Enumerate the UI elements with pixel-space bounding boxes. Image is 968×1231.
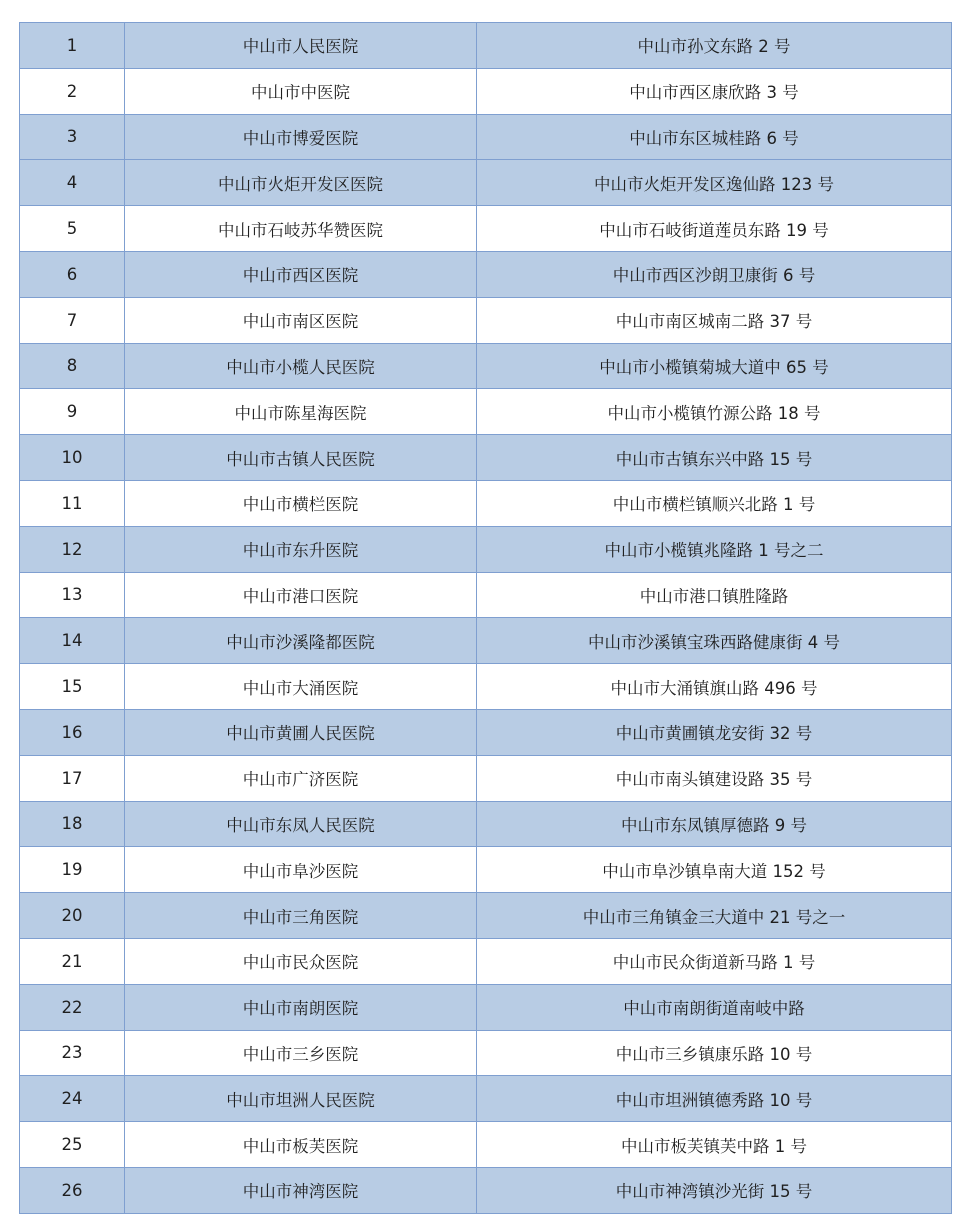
hospital-name-cell: 中山市中医院 (125, 68, 477, 114)
row-number-cell: 8 (20, 343, 125, 389)
table-row (20, 251, 952, 297)
hospital-name-cell: 中山市南朗医院 (125, 984, 477, 1030)
hospital-address-cell: 中山市小榄镇兆隆路 1 号之二 (477, 526, 952, 572)
table-row (20, 664, 952, 710)
hospital-address-cell: 中山市黄圃镇龙安街 32 号 (477, 709, 952, 755)
hospital-address-cell: 中山市大涌镇旗山路 496 号 (477, 664, 952, 710)
hospital-name-cell: 中山市博爱医院 (125, 114, 477, 160)
hospital-name-cell: 中山市广济医院 (125, 755, 477, 801)
hospital-name-cell: 中山市港口医院 (125, 572, 477, 618)
hospital-address-cell: 中山市港口镇胜隆路 (477, 572, 952, 618)
hospital-address-cell: 中山市古镇东兴中路 15 号 (477, 435, 952, 481)
hospital-name-cell: 中山市坦洲人民医院 (125, 1076, 477, 1122)
table-row (20, 23, 952, 69)
hospital-name-cell: 中山市火炬开发区医院 (125, 160, 477, 206)
row-number-cell: 11 (20, 480, 125, 526)
table-row (20, 480, 952, 526)
table-row (20, 206, 952, 252)
hospital-name-cell: 中山市东升医院 (125, 526, 477, 572)
row-number-cell: 19 (20, 847, 125, 893)
hospital-name-cell: 中山市三角医院 (125, 893, 477, 939)
row-number-cell: 10 (20, 435, 125, 481)
row-number-cell: 18 (20, 801, 125, 847)
row-number-cell: 5 (20, 206, 125, 252)
row-number-cell: 9 (20, 389, 125, 435)
row-number-cell: 23 (20, 1030, 125, 1076)
table-row (20, 435, 952, 481)
hospital-address-cell: 中山市西区康欣路 3 号 (477, 68, 952, 114)
hospital-name-cell: 中山市西区医院 (125, 251, 477, 297)
hospital-table (19, 22, 952, 1214)
table-row (20, 297, 952, 343)
hospital-name-cell: 中山市板芙医院 (125, 1122, 477, 1168)
row-number-cell: 24 (20, 1076, 125, 1122)
hospital-address-cell: 中山市坦洲镇德秀路 10 号 (477, 1076, 952, 1122)
table-row (20, 160, 952, 206)
hospital-address-cell: 中山市三乡镇康乐路 10 号 (477, 1030, 952, 1076)
row-number-cell: 1 (20, 23, 125, 69)
hospital-name-cell: 中山市阜沙医院 (125, 847, 477, 893)
hospital-name-cell: 中山市古镇人民医院 (125, 435, 477, 481)
row-number-cell: 7 (20, 297, 125, 343)
hospital-name-cell: 中山市横栏医院 (125, 480, 477, 526)
table-row (20, 709, 952, 755)
row-number-cell: 13 (20, 572, 125, 618)
table-row (20, 938, 952, 984)
table-row (20, 1167, 952, 1213)
row-number-cell: 20 (20, 893, 125, 939)
row-number-cell: 2 (20, 68, 125, 114)
table-row (20, 893, 952, 939)
hospital-table-container (19, 22, 951, 1214)
row-number-cell: 21 (20, 938, 125, 984)
hospital-name-cell: 中山市民众医院 (125, 938, 477, 984)
row-number-cell: 12 (20, 526, 125, 572)
hospital-name-cell: 中山市人民医院 (125, 23, 477, 69)
table-row (20, 1122, 952, 1168)
hospital-address-cell: 中山市板芙镇芙中路 1 号 (477, 1122, 952, 1168)
table-row (20, 984, 952, 1030)
hospital-address-cell: 中山市东凤镇厚德路 9 号 (477, 801, 952, 847)
table-row (20, 618, 952, 664)
hospital-address-cell: 中山市孙文东路 2 号 (477, 23, 952, 69)
hospital-name-cell: 中山市小榄人民医院 (125, 343, 477, 389)
hospital-name-cell: 中山市三乡医院 (125, 1030, 477, 1076)
row-number-cell: 6 (20, 251, 125, 297)
hospital-address-cell: 中山市神湾镇沙光街 15 号 (477, 1167, 952, 1213)
table-row (20, 801, 952, 847)
hospital-name-cell: 中山市东凤人民医院 (125, 801, 477, 847)
row-number-cell: 16 (20, 709, 125, 755)
hospital-name-cell: 中山市神湾医院 (125, 1167, 477, 1213)
table-row (20, 572, 952, 618)
hospital-address-cell: 中山市三角镇金三大道中 21 号之一 (477, 893, 952, 939)
table-row (20, 343, 952, 389)
hospital-address-cell: 中山市小榄镇菊城大道中 65 号 (477, 343, 952, 389)
table-row (20, 1030, 952, 1076)
row-number-cell: 14 (20, 618, 125, 664)
hospital-name-cell: 中山市陈星海医院 (125, 389, 477, 435)
table-row (20, 755, 952, 801)
hospital-address-cell: 中山市沙溪镇宝珠西路健康街 4 号 (477, 618, 952, 664)
table-row (20, 114, 952, 160)
hospital-address-cell: 中山市西区沙朗卫康街 6 号 (477, 251, 952, 297)
hospital-address-cell: 中山市横栏镇顺兴北路 1 号 (477, 480, 952, 526)
row-number-cell: 25 (20, 1122, 125, 1168)
row-number-cell: 26 (20, 1167, 125, 1213)
hospital-address-cell: 中山市小榄镇竹源公路 18 号 (477, 389, 952, 435)
row-number-cell: 22 (20, 984, 125, 1030)
hospital-name-cell: 中山市南区医院 (125, 297, 477, 343)
hospital-address-cell: 中山市南区城南二路 37 号 (477, 297, 952, 343)
hospital-table-body (20, 23, 952, 1214)
hospital-name-cell: 中山市大涌医院 (125, 664, 477, 710)
table-row (20, 389, 952, 435)
hospital-name-cell: 中山市石岐苏华赞医院 (125, 206, 477, 252)
table-row (20, 526, 952, 572)
table-row (20, 1076, 952, 1122)
table-row (20, 847, 952, 893)
hospital-address-cell: 中山市民众街道新马路 1 号 (477, 938, 952, 984)
row-number-cell: 3 (20, 114, 125, 160)
hospital-name-cell: 中山市黄圃人民医院 (125, 709, 477, 755)
row-number-cell: 17 (20, 755, 125, 801)
hospital-address-cell: 中山市火炬开发区逸仙路 123 号 (477, 160, 952, 206)
hospital-address-cell: 中山市南朗街道南岐中路 (477, 984, 952, 1030)
hospital-address-cell: 中山市东区城桂路 6 号 (477, 114, 952, 160)
row-number-cell: 4 (20, 160, 125, 206)
hospital-address-cell: 中山市南头镇建设路 35 号 (477, 755, 952, 801)
hospital-address-cell: 中山市石岐街道莲员东路 19 号 (477, 206, 952, 252)
hospital-name-cell: 中山市沙溪隆都医院 (125, 618, 477, 664)
table-row (20, 68, 952, 114)
row-number-cell: 15 (20, 664, 125, 710)
hospital-address-cell: 中山市阜沙镇阜南大道 152 号 (477, 847, 952, 893)
